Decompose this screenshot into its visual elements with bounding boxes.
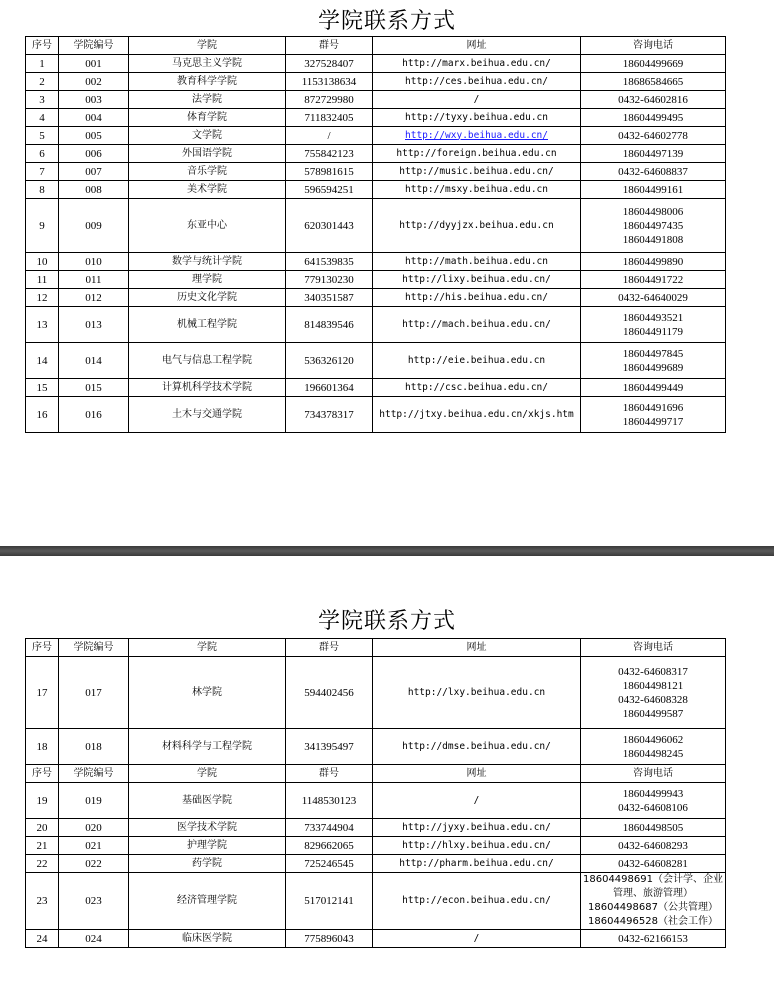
website-cell — [373, 783, 581, 819]
college-name: 林学院 — [129, 657, 286, 729]
website-text: http://marx.beihua.edu.cn/ — [402, 57, 551, 69]
college-name: 电气与信息工程学院 — [129, 343, 286, 379]
phone-number: 0432-62166153 — [618, 932, 688, 945]
qq-group-number: 1148530123 — [286, 783, 373, 819]
website-cell — [373, 199, 581, 253]
website-cell — [373, 91, 581, 109]
phone-number: 18604498505 — [622, 821, 684, 834]
phone-cell — [581, 657, 726, 729]
website-text: http://foreign.beihua.edu.cn — [396, 147, 557, 159]
college-name: 计算机科学技术学院 — [129, 379, 286, 397]
phone-cell — [581, 91, 726, 109]
phone-cell — [581, 73, 726, 91]
row-number: 23 — [26, 873, 59, 930]
phone-number: 0432-64602778 — [618, 129, 688, 142]
college-code: 022 — [59, 855, 129, 873]
phone-number: 18604493521 — [622, 311, 684, 324]
college-code: 005 — [59, 127, 129, 145]
phone-number: 0432-64602816 — [618, 93, 688, 106]
college-name: 音乐学院 — [129, 163, 286, 181]
header-qq: 群号 — [286, 37, 373, 55]
college-name: 机械工程学院 — [129, 307, 286, 343]
college-name: 教育科学学院 — [129, 73, 286, 91]
website-text: / — [473, 932, 480, 944]
phone-number: 18604496528（社会工作） — [588, 916, 718, 927]
college-name: 文学院 — [129, 127, 286, 145]
header-phone: 咨询电话 — [581, 639, 726, 657]
header-no: 序号 — [26, 639, 59, 657]
qq-group-number: 340351587 — [286, 289, 373, 307]
qq-group-number: 327528407 — [286, 55, 373, 73]
website-cell — [373, 307, 581, 343]
college-name: 经济管理学院 — [129, 873, 286, 930]
header-college: 学院 — [129, 639, 286, 657]
phone-number: 18604499587 — [622, 707, 684, 720]
website-text: http://dyyjzx.beihua.edu.cn — [399, 219, 554, 231]
college-code: 018 — [59, 729, 129, 765]
phone-number: 18686584665 — [622, 75, 684, 88]
website-text: http://math.beihua.edu.cn — [405, 255, 548, 267]
phone-cell — [581, 855, 726, 873]
website-cell — [373, 343, 581, 379]
page-title: 学院联系方式 — [317, 9, 456, 34]
row-number: 2 — [26, 73, 59, 91]
phone-cell — [581, 379, 726, 397]
row-number: 22 — [26, 855, 59, 873]
table-row — [26, 379, 726, 397]
document-page-2 — [0, 556, 774, 1000]
row-number: 1 — [26, 55, 59, 73]
table-row — [26, 729, 726, 765]
header-url: 网址 — [373, 639, 581, 657]
college-name: 历史文化学院 — [129, 289, 286, 307]
college-code: 012 — [59, 289, 129, 307]
college-name: 东亚中心 — [129, 199, 286, 253]
website-text: http://jyxy.beihua.edu.cn/ — [402, 821, 551, 833]
website-cell — [373, 127, 581, 145]
row-number: 9 — [26, 199, 59, 253]
qq-group-number: 517012141 — [286, 873, 373, 930]
website-cell — [373, 729, 581, 765]
phone-cell — [581, 873, 726, 930]
college-code: 020 — [59, 819, 129, 837]
table-row — [26, 271, 726, 289]
website-cell — [373, 289, 581, 307]
website-text: http://econ.beihua.edu.cn/ — [402, 895, 551, 906]
qq-group-number: 620301443 — [286, 199, 373, 253]
row-number: 20 — [26, 819, 59, 837]
table-row — [26, 397, 726, 433]
table-row — [26, 109, 726, 127]
table-row — [26, 145, 726, 163]
college-code: 019 — [59, 783, 129, 819]
phone-number: 18604499669 — [622, 57, 684, 70]
college-name: 土木与交通学院 — [129, 397, 286, 433]
qq-group-number: 872729980 — [286, 91, 373, 109]
college-name: 药学院 — [129, 855, 286, 873]
college-name: 材料科学与工程学院 — [129, 729, 286, 765]
row-number: 14 — [26, 343, 59, 379]
row-number: 8 — [26, 181, 59, 199]
website-cell — [373, 379, 581, 397]
header-phone: 咨询电话 — [581, 37, 726, 55]
website-cell — [373, 657, 581, 729]
header-qq: 群号 — [286, 639, 373, 657]
website-text: http://csc.beihua.edu.cn/ — [405, 381, 548, 393]
header-code: 学院编号 — [59, 37, 129, 55]
college-code: 006 — [59, 145, 129, 163]
qq-group-number: 733744904 — [286, 819, 373, 837]
college-name: 基础医学院 — [129, 783, 286, 819]
phone-number: 18604499890 — [622, 255, 684, 268]
phone-number: 18604499943 — [622, 787, 684, 800]
website-cell — [373, 145, 581, 163]
table-header-row — [26, 37, 726, 55]
qq-group-number: 814839546 — [286, 307, 373, 343]
qq-group-number: 1153138634 — [286, 73, 373, 91]
website-text: / — [473, 93, 480, 105]
phone-number: 18604497435 — [622, 219, 684, 232]
website-cell — [373, 55, 581, 73]
qq-group-number: 734378317 — [286, 397, 373, 433]
phone-cell — [581, 109, 726, 127]
header-no: 序号 — [26, 37, 59, 55]
row-number: 13 — [26, 307, 59, 343]
college-name: 临床医学院 — [129, 930, 286, 948]
table-row — [26, 163, 726, 181]
phone-number: 18604496062 — [622, 733, 684, 746]
row-number: 5 — [26, 127, 59, 145]
phone-cell — [581, 55, 726, 73]
website-text: http://lxy.beihua.edu.cn — [407, 686, 546, 698]
phone-cell — [581, 930, 726, 948]
college-code: 001 — [59, 55, 129, 73]
phone-number: 18604491179 — [622, 325, 684, 338]
college-code: 016 — [59, 397, 129, 433]
college-code: 003 — [59, 91, 129, 109]
phone-cell — [581, 837, 726, 855]
college-code: 014 — [59, 343, 129, 379]
phone-cell — [581, 163, 726, 181]
website-text: http://dmse.beihua.edu.cn/ — [402, 740, 551, 752]
phone-cell — [581, 289, 726, 307]
table-row — [26, 873, 726, 930]
table-row — [26, 783, 726, 819]
phone-cell — [581, 397, 726, 433]
phone-number: 18604499689 — [622, 361, 684, 374]
table-row — [26, 343, 726, 379]
qq-group-number: / — [286, 127, 373, 145]
website-cell — [373, 837, 581, 855]
phone-number: 0432-64608837 — [618, 165, 688, 178]
table-row — [26, 91, 726, 109]
phone-number: 0432-64640029 — [618, 291, 688, 304]
phone-number: 18604498006 — [622, 205, 684, 218]
row-number: 18 — [26, 729, 59, 765]
phone-number: 18604491696 — [622, 401, 684, 414]
phone-number: 18604498121 — [622, 679, 684, 692]
website-cell — [373, 271, 581, 289]
phone-number: 18604497845 — [622, 347, 684, 360]
qq-group-number: 725246545 — [286, 855, 373, 873]
phone-cell — [581, 271, 726, 289]
qq-group-number: 755842123 — [286, 145, 373, 163]
page-title: 学院联系方式 — [317, 609, 456, 634]
phone-number: 18604491808 — [622, 233, 684, 246]
college-name: 外国语学院 — [129, 145, 286, 163]
table-row — [26, 289, 726, 307]
phone-cell — [581, 181, 726, 199]
college-code: 002 — [59, 73, 129, 91]
contact-table — [25, 36, 726, 433]
qq-group-number: 196601364 — [286, 379, 373, 397]
table-row — [26, 73, 726, 91]
contact-table — [25, 638, 726, 948]
website-cell — [373, 181, 581, 199]
phone-number: 0432-64608317 — [618, 665, 688, 678]
website-text: http://jtxy.beihua.edu.cn/xkjs.htm — [379, 408, 574, 420]
row-number: 11 — [26, 271, 59, 289]
college-name: 马克思主义学院 — [129, 55, 286, 73]
phone-number: 0432-64608281 — [618, 857, 688, 870]
college-code: 017 — [59, 657, 129, 729]
header-code: 学院编号 — [59, 765, 129, 783]
phone-cell — [581, 819, 726, 837]
row-number: 3 — [26, 91, 59, 109]
website-text: / — [473, 794, 480, 806]
qq-group-number: 341395497 — [286, 729, 373, 765]
website-text: http://his.beihua.edu.cn/ — [405, 291, 548, 303]
college-code: 008 — [59, 181, 129, 199]
header-no: 序号 — [26, 765, 59, 783]
phone-cell — [581, 253, 726, 271]
phone-number: 18604498245 — [622, 747, 684, 760]
college-code: 007 — [59, 163, 129, 181]
row-number: 17 — [26, 657, 59, 729]
header-college: 学院 — [129, 37, 286, 55]
phone-number: 18604498687（公共管理） — [588, 902, 718, 913]
college-code: 009 — [59, 199, 129, 253]
table-row — [26, 181, 726, 199]
qq-group-number: 711832405 — [286, 109, 373, 127]
row-number: 24 — [26, 930, 59, 948]
college-code: 021 — [59, 837, 129, 855]
website-cell — [373, 930, 581, 948]
website-cell — [373, 397, 581, 433]
row-number: 7 — [26, 163, 59, 181]
row-number: 6 — [26, 145, 59, 163]
phone-number: 18604499161 — [622, 183, 684, 196]
website-text: http://mach.beihua.edu.cn/ — [402, 318, 551, 330]
phone-number: 0432-64608328 — [618, 693, 688, 706]
table-row — [26, 307, 726, 343]
row-number: 16 — [26, 397, 59, 433]
table-header-row — [26, 765, 726, 783]
phone-number: 0432-64608106 — [618, 801, 688, 814]
college-name: 法学院 — [129, 91, 286, 109]
website-text: http://lixy.beihua.edu.cn/ — [402, 273, 551, 285]
college-name: 医学技术学院 — [129, 819, 286, 837]
website-text: http://music.beihua.edu.cn/ — [399, 165, 554, 177]
phone-number: 18604499449 — [622, 381, 684, 394]
table-row — [26, 930, 726, 948]
college-code: 010 — [59, 253, 129, 271]
table-header-row — [26, 639, 726, 657]
website-text: http://pharm.beihua.edu.cn/ — [399, 857, 554, 869]
website-text: http://ces.beihua.edu.cn/ — [405, 75, 548, 87]
table-row — [26, 55, 726, 73]
college-name: 数学与统计学院 — [129, 253, 286, 271]
qq-group-number: 829662065 — [286, 837, 373, 855]
website-cell — [373, 873, 581, 930]
qq-group-number: 578981615 — [286, 163, 373, 181]
phone-cell — [581, 127, 726, 145]
header-code: 学院编号 — [59, 639, 129, 657]
row-number: 21 — [26, 837, 59, 855]
phone-number: 0432-64608293 — [618, 839, 688, 852]
website-cell — [373, 819, 581, 837]
website-cell — [373, 109, 581, 127]
website-text: http://tyxy.beihua.edu.cn — [405, 111, 548, 123]
college-code: 013 — [59, 307, 129, 343]
college-code: 023 — [59, 873, 129, 930]
header-url: 网址 — [373, 765, 581, 783]
table-row — [26, 837, 726, 855]
table-row — [26, 127, 726, 145]
page-separator — [0, 546, 774, 556]
phone-cell — [581, 783, 726, 819]
phone-number: 18604491722 — [622, 273, 684, 286]
phone-number: 18604498691（会计学、企业管理、旅游管理） — [583, 874, 723, 899]
phone-cell — [581, 729, 726, 765]
website-cell — [373, 163, 581, 181]
college-name: 美术学院 — [129, 181, 286, 199]
table-row — [26, 199, 726, 253]
table-row — [26, 253, 726, 271]
header-url: 网址 — [373, 37, 581, 55]
header-phone: 咨询电话 — [581, 765, 726, 783]
table-row — [26, 819, 726, 837]
college-name: 理学院 — [129, 271, 286, 289]
row-number: 19 — [26, 783, 59, 819]
qq-group-number: 775896043 — [286, 930, 373, 948]
website-cell — [373, 855, 581, 873]
college-code: 024 — [59, 930, 129, 948]
phone-number: 18604497139 — [622, 147, 684, 160]
phone-number: 18604499717 — [622, 415, 684, 428]
row-number: 15 — [26, 379, 59, 397]
college-code: 015 — [59, 379, 129, 397]
phone-cell — [581, 343, 726, 379]
website-cell — [373, 253, 581, 271]
website-text: http://msxy.beihua.edu.cn — [405, 183, 548, 195]
college-code: 011 — [59, 271, 129, 289]
website-text: http://eie.beihua.edu.cn — [407, 354, 546, 366]
phone-number: 18604499495 — [622, 111, 684, 124]
table-row — [26, 657, 726, 729]
college-name: 护理学院 — [129, 837, 286, 855]
qq-group-number: 594402456 — [286, 657, 373, 729]
header-college: 学院 — [129, 765, 286, 783]
website-link[interactable]: http://wxy.beihua.edu.cn/ — [405, 129, 548, 141]
qq-group-number: 779130230 — [286, 271, 373, 289]
phone-cell — [581, 145, 726, 163]
qq-group-number: 641539835 — [286, 253, 373, 271]
phone-cell — [581, 199, 726, 253]
website-text: http://hlxy.beihua.edu.cn/ — [402, 839, 551, 851]
row-number: 12 — [26, 289, 59, 307]
table-row — [26, 855, 726, 873]
website-cell — [373, 73, 581, 91]
qq-group-number: 536326120 — [286, 343, 373, 379]
row-number: 4 — [26, 109, 59, 127]
phone-cell — [581, 307, 726, 343]
college-name: 体育学院 — [129, 109, 286, 127]
row-number: 10 — [26, 253, 59, 271]
college-code: 004 — [59, 109, 129, 127]
header-qq: 群号 — [286, 765, 373, 783]
qq-group-number: 596594251 — [286, 181, 373, 199]
